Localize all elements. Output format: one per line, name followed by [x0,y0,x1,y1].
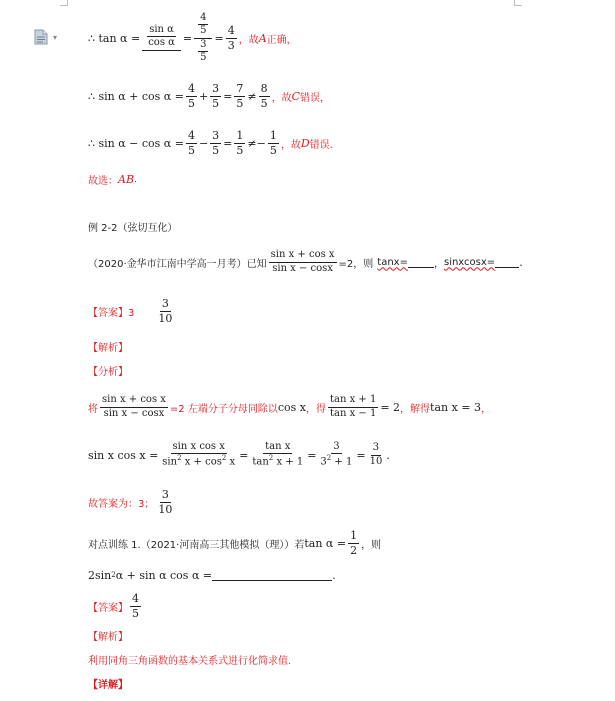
option-letter: D [300,136,310,150]
sincos-lhs: sin x cos x = [88,448,159,462]
frac-den: 5 [200,52,207,63]
frac-den: 10 [158,311,173,325]
frac-num: sin x + cos x [269,250,337,263]
expression-line [88,565,336,585]
answer-label: 【答案】3 [88,307,135,319]
frac-den: 10 [369,455,383,467]
frac-num: 7 [236,81,244,95]
final-answer-line [88,484,176,520]
sincos-blank [495,256,519,268]
diff-lhs: ∴ sin α − cos α = [88,136,184,150]
frac-den: 5 [236,96,244,110]
tan-label: tanx= [377,256,408,268]
complex-fraction [142,25,181,52]
choice-end: . [134,173,138,185]
example-question [88,244,523,280]
frac-num: 3 [198,40,208,53]
expr-sup: 2 [111,571,116,579]
sum-lhs: ∴ sin α + cos α = [88,89,184,103]
frac-num: 3 [161,487,169,501]
not-equal: ≠ [247,89,257,103]
minus-sign: − [198,136,209,150]
nested-fraction [194,13,212,64]
frac-num: 4 [132,591,139,605]
equals: = [307,448,317,462]
example-source: （2020·金华市江南中学高一月考）已知 [88,258,267,270]
example-title [88,218,178,234]
conclusion-text: ，故 [271,92,292,104]
option-letter: C [291,89,301,103]
frac-den: 5 [212,143,220,157]
frac-num: sin α [147,25,176,38]
page-corner-mark-left-h [60,5,68,6]
frac-num: 4 [187,81,195,95]
choice-label: 故选： [88,175,118,187]
not-equal: ≠ [247,136,257,150]
fenxi-heading: 【分析】 [88,366,128,378]
tan-lhs: ∴ tan α = [88,31,141,45]
chevron-down-icon[interactable]: ▾ [53,33,58,42]
tan-result: tan x = 3 [430,400,482,414]
answer-line-1 [88,294,176,328]
frac-den: 2 [350,543,358,557]
frac-den: 5 [187,143,195,157]
frac-den: 3 [227,38,235,52]
training-question [88,526,381,560]
period: . [332,568,336,582]
frac-den: 5 [187,96,195,110]
plus-sign: + [198,89,209,103]
frac-num: sin x + cos x [100,395,168,408]
solve-mid2: ，得 [305,403,326,415]
separator: ， [433,258,444,270]
frac-num: 1 [269,128,277,142]
frac-num: 3 [371,443,381,456]
frac-den: 5 [212,96,220,110]
answer-blank [212,569,332,581]
method-text: 利用同角三角函数的基本关系式进行化简求值. [88,655,292,667]
conclusion-text: ，故 [280,139,301,151]
solve-mid3: ，解得 [400,403,431,415]
frac-den: 5 [236,143,244,157]
period: . [519,255,523,269]
training-tan: tan α = [304,536,347,550]
solve-step-1 [88,389,491,425]
verdict-text: 错误， [300,92,331,104]
frac-num: 4 [227,23,235,37]
frac-num: tan x [263,442,292,455]
expr-part: 2sin [88,568,112,582]
equals: = [214,31,224,45]
frac-den: sin x − cosx [272,262,333,274]
example-eq-text: =2，则 [338,258,374,270]
result-fraction [226,25,237,51]
conclusion-text: ，故 [238,34,259,46]
equals: = [239,448,249,462]
frac-num: sin x cos x [171,442,227,455]
equals: = [223,136,233,150]
frac-num: 3 [331,442,341,455]
frac-num: 4 [198,13,208,26]
cosx: cos x [277,400,306,414]
frac-den: tan x − 1 [329,407,377,419]
frac-den: cos α [148,37,175,48]
period: . [386,448,390,462]
frac-num: 8 [260,81,268,95]
tan-alpha-line [88,6,297,70]
frac-den: $3^2 + 1$ [320,454,353,468]
equals: = [356,448,366,462]
analysis-heading-1: 【解析】 [88,342,128,354]
sum-line [88,78,330,114]
difference-line [88,125,333,161]
frac-den: sin x − cosx [103,407,165,419]
frac-den: 5 [269,143,277,157]
frac-den: $\sin^2 x + \cos^2 x$ [162,454,236,468]
solve-end: ， [481,403,492,415]
frac-num: 4 [187,128,195,142]
choice-answer: AB [118,172,135,186]
final-answer-label: 故答案为：3； [88,498,155,510]
frac-den: 5 [132,606,139,620]
answer-line-2 [88,590,143,622]
minus-sign: − [256,136,266,150]
equals: = [223,89,233,103]
verdict-text: 正确， [266,34,297,46]
frac-num: tan x + 1 [328,395,378,408]
frac-num: 3 [161,296,169,310]
analysis-heading-2: 【解析】 [88,631,128,643]
equals-two: = 2 [380,400,401,414]
frac-num: 1 [350,528,358,542]
frac-den: $\tan^2 x + 1$ [252,454,304,468]
frac-num: 1 [236,128,244,142]
detail-heading: 【详解】 [88,679,128,691]
solve-pre: 将 [88,403,98,415]
frac-den: 10 [158,502,173,516]
example-title-text: 例 2-2（弦切互化） [88,222,178,234]
sincos-label: sinxcosx= [443,256,496,268]
page-corner-mark-right-h [514,5,522,6]
training-then: ，则 [361,539,382,551]
expr-part: α + sin α cos α = [115,568,213,582]
option-letter: A [258,31,267,45]
choice-line [88,170,137,188]
solve-step-2 [88,436,390,474]
solve-mid: =2 左端分子分母同除以 [169,403,278,415]
training-title: 对点训练 1.（2021·河南高三其他模拟（理））若 [88,539,305,551]
frac-num: 3 [212,81,220,95]
verdict-text: 错误. [309,139,333,151]
tan-blank [408,256,434,268]
answer-label: 【答案】 [88,602,128,614]
equals: = [182,31,193,45]
frac-num: 3 [212,128,220,142]
frac-den: 5 [260,96,268,110]
frac-den: 5 [200,25,207,36]
document-icon[interactable] [34,29,48,45]
